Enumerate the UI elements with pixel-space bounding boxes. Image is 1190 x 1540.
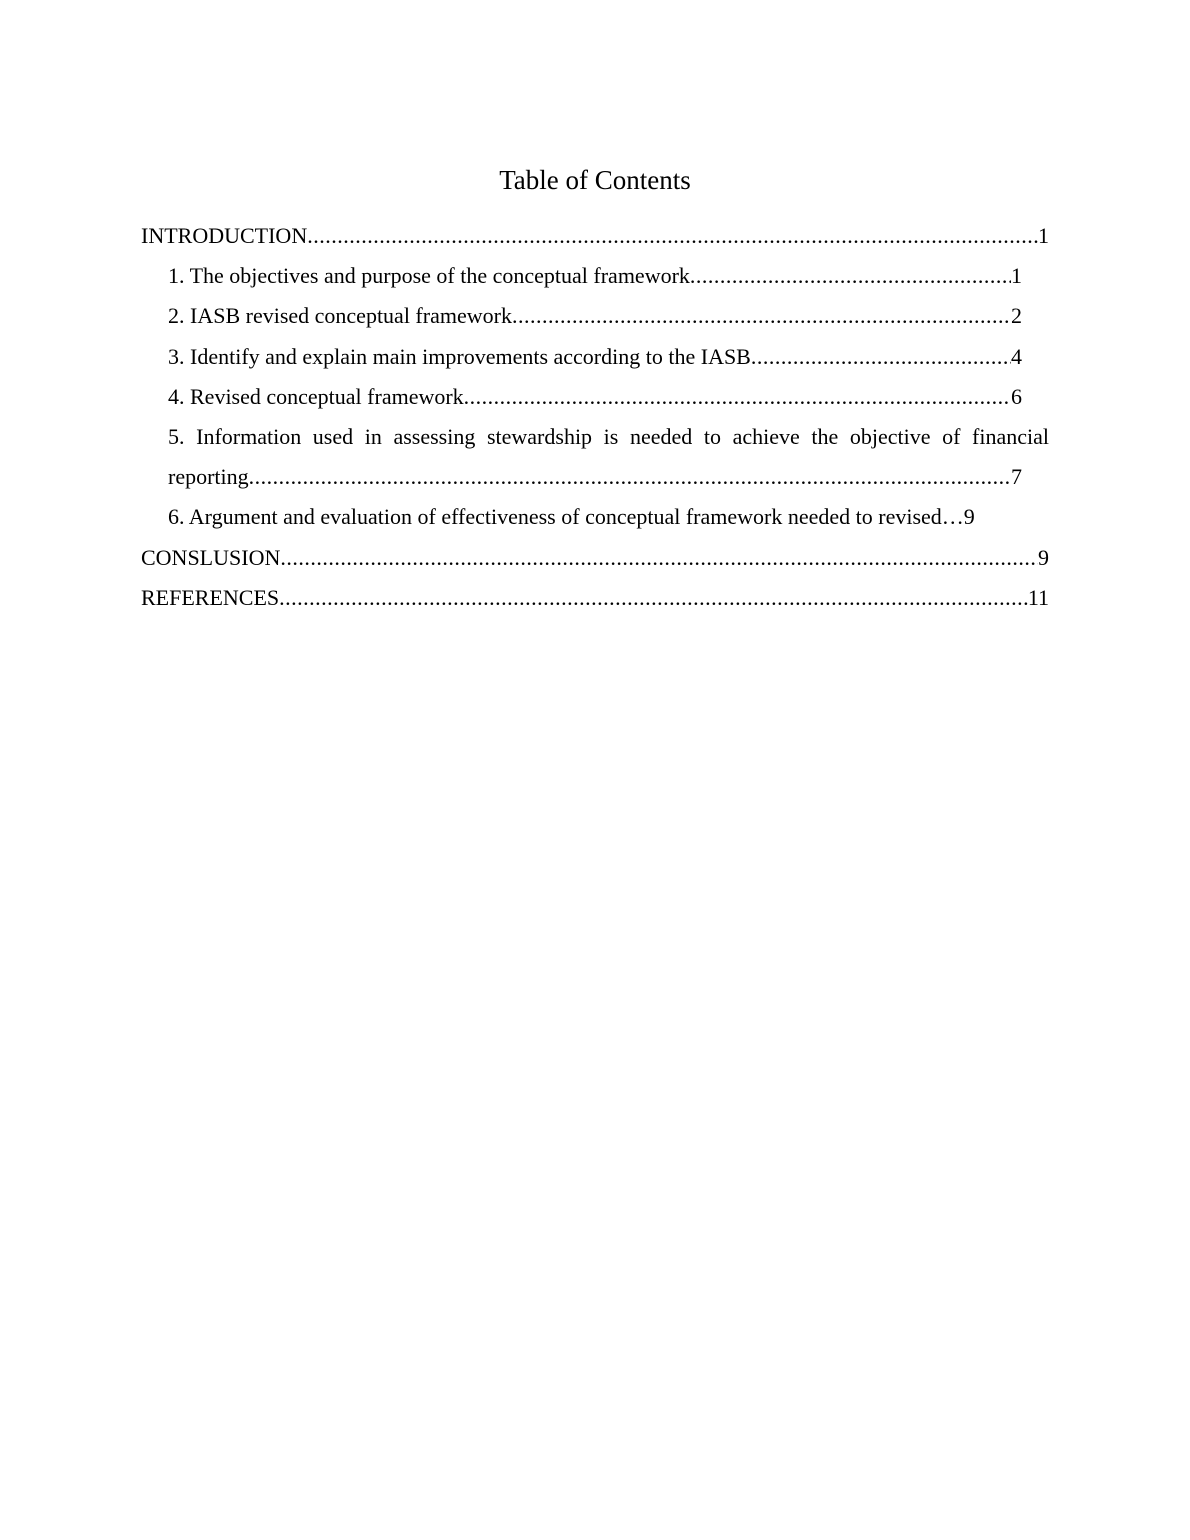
toc-entry-label: 2. IASB revised conceptual framework: [168, 303, 512, 329]
toc-entry-section-2[interactable]: [141, 296, 1022, 336]
dot-leader: [307, 216, 1038, 256]
toc-entry-label: REFERENCES: [141, 584, 280, 610]
toc-entry-section-6[interactable]: [141, 497, 1022, 537]
dot-leader: [512, 296, 1011, 336]
toc-page-number: 2: [1011, 303, 1022, 329]
toc-page-number: 7: [1011, 464, 1022, 490]
toc-page-number: 6: [1011, 383, 1022, 409]
toc-page-number: 1: [1038, 223, 1049, 248]
dot-leader: [249, 457, 1011, 497]
toc-entry-label: 4. Revised conceptual framework: [168, 383, 464, 409]
toc-entry-references[interactable]: [141, 578, 1049, 618]
toc-entry-label-line-1: 5. Information used in assessing stewardship is needed to achieve the objective of financial: [168, 423, 1049, 449]
toc-entry-section-1[interactable]: [141, 256, 1022, 296]
dot-leader: [280, 538, 1038, 578]
toc-entry-section-3[interactable]: [141, 337, 1022, 377]
dot-leader: [279, 578, 1028, 618]
toc-page-number: 4: [1011, 343, 1022, 369]
toc-entry-conclusion[interactable]: [141, 538, 1049, 578]
table-of-contents: [141, 216, 1049, 618]
toc-entry-label: 1. The objectives and purpose of the conceptual framework: [168, 263, 690, 289]
toc-entry-section-4[interactable]: [141, 377, 1022, 417]
toc-entry-label: INTRODUCTION: [141, 223, 308, 248]
toc-entry-label: 3. Identify and explain main improvements according to the IASB: [168, 343, 751, 369]
toc-entry-label: 6. Argument and evaluation of effectiveness of conceptual framework needed to revised: [168, 504, 942, 530]
toc-page-number: 9: [1038, 544, 1049, 570]
dot-leader: [464, 377, 1011, 417]
dot-leader: [751, 337, 1011, 377]
toc-page-number: 11: [1027, 584, 1049, 610]
toc-entry-line-2: [168, 457, 1022, 497]
toc-entry-label-line-2: reporting: [168, 464, 249, 490]
toc-page-number: 1: [1011, 263, 1022, 289]
toc-entry-section-5[interactable]: [141, 417, 1049, 497]
toc-page-number: 9: [963, 504, 975, 530]
toc-entry-label: CONSLUSION: [141, 544, 281, 570]
toc-title: Table of Contents: [499, 165, 691, 195]
ellipsis-leader: …: [941, 504, 964, 530]
toc-entry-introduction[interactable]: [141, 216, 1049, 256]
dot-leader: [690, 256, 1011, 296]
